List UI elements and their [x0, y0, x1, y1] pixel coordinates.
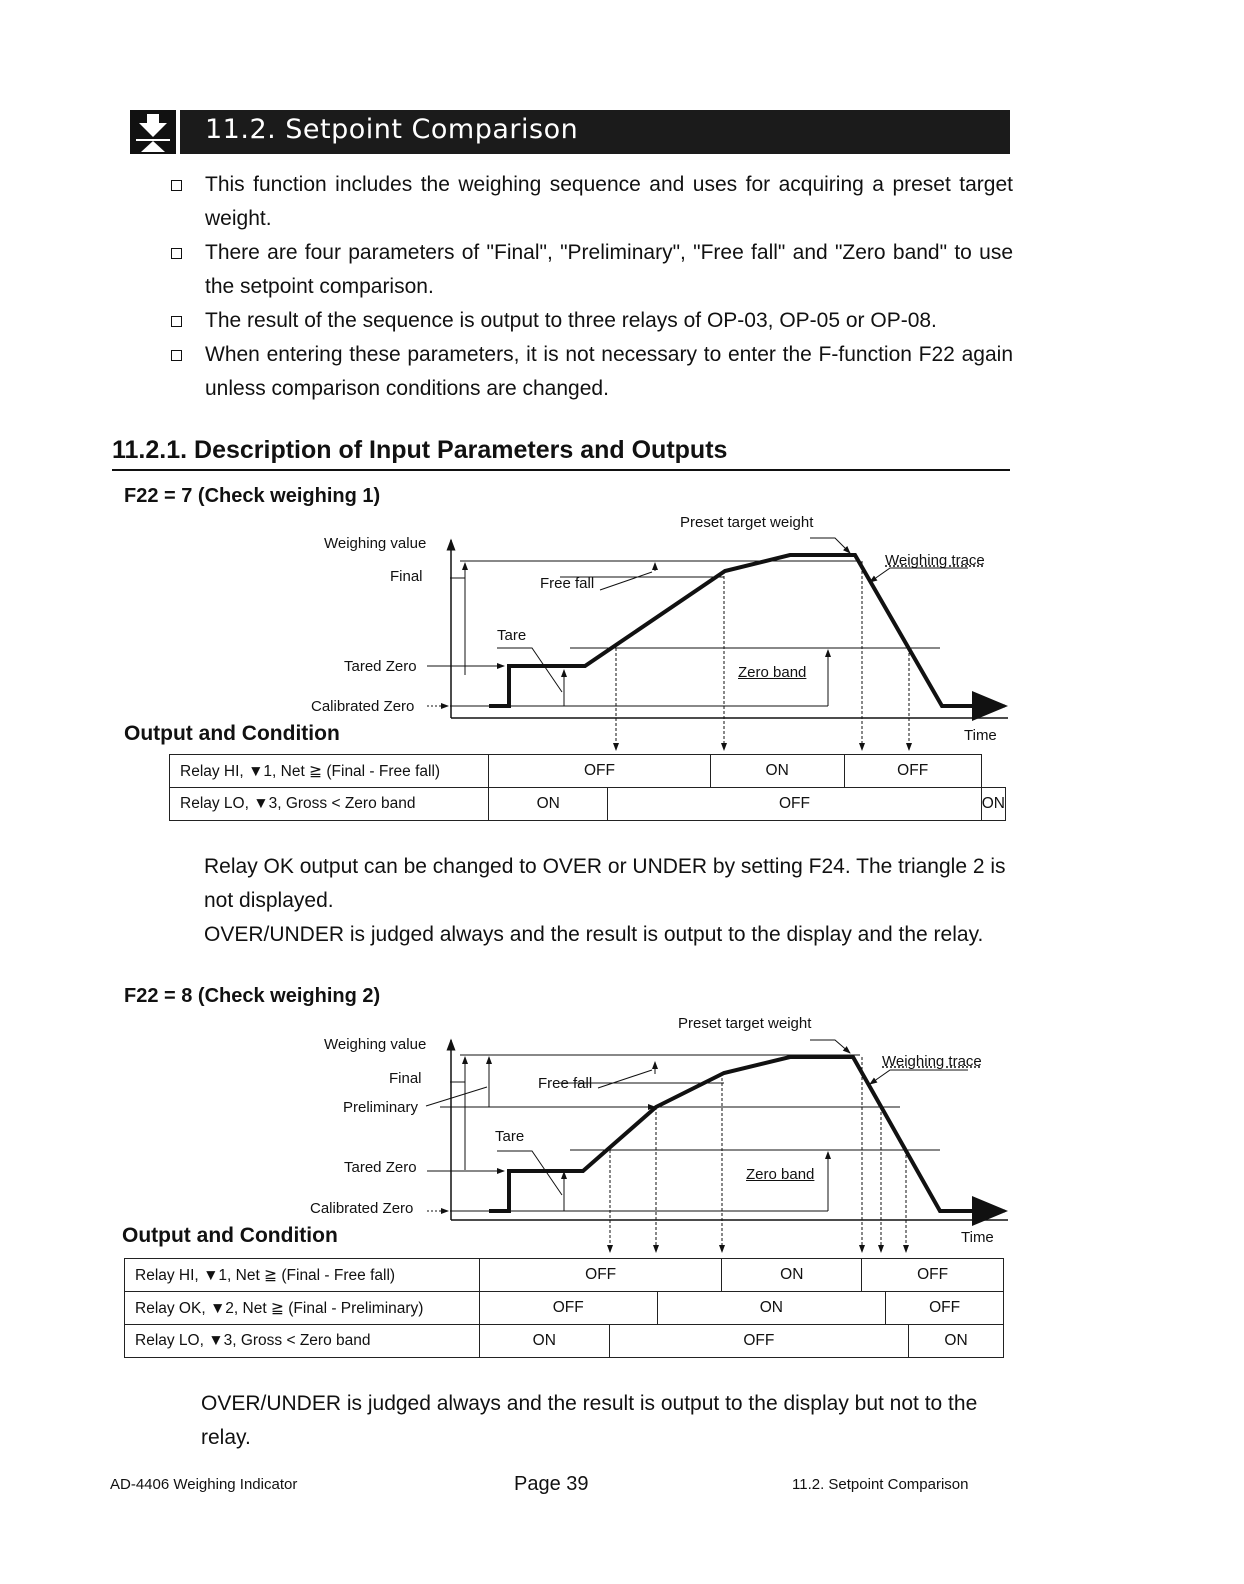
label-zero-band: Zero band [738, 664, 807, 681]
label-weighing-trace: Weighing trace [882, 1053, 982, 1070]
diagram1-subheading: F22 = 7 (Check weighing 1) [124, 485, 381, 507]
relay-state: ON [722, 1259, 862, 1292]
label-time-axis: Time [961, 1229, 994, 1246]
bullet-item: There are four parameters of "Final", "Preliminary", "Free fall" and "Zero band" to use the setpoint comparison. [168, 236, 1013, 304]
relay-condition: Relay LO, ▼3, Gross < Zero band [170, 788, 489, 821]
label-free-fall: Free fall [538, 1075, 593, 1092]
bullet-item: When entering these parameters, it is not necessary to enter the F-function F22 again unless comparison conditions are changed. [168, 338, 1013, 406]
relay-state: OFF [862, 1259, 1004, 1292]
note2-paragraph: OVER/UNDER is judged always and the result is output to the display but not to the relay. [201, 1392, 978, 1449]
label-weighing-value: Weighing value [324, 1036, 427, 1053]
label-time-axis: Time [964, 727, 997, 744]
footer-product-name: AD-4406 Weighing Indicator [110, 1476, 298, 1493]
relay-state: OFF [479, 1292, 657, 1325]
footer-section-name: 11.2. Setpoint Comparison [792, 1476, 969, 1493]
bullet-item: The result of the sequence is output to three relays of OP-03, OP-05 or OP-08. [168, 304, 1013, 338]
relay-condition: Relay HI, ▼1, Net ≧ (Final - Free fall) [125, 1259, 480, 1292]
triangle-down-icon: ▼ [248, 762, 264, 780]
relay-state: OFF [844, 755, 981, 788]
label-weighing-trace: Weighing trace [885, 552, 985, 569]
label-tare: Tare [495, 1128, 525, 1145]
label-final: Final [390, 568, 423, 585]
note1-paragraph: Relay OK output can be changed to OVER or UNDER by setting F24. The triangle 2 is not displayed. OVER/UNDER is judged always and the result is output to the display and the relay. [204, 855, 1006, 946]
triangle-down-icon: ▼ [253, 795, 269, 812]
label-tare: Tare [497, 627, 527, 644]
relay-state: ON [479, 1325, 609, 1358]
page-title: 11.2. Setpoint Comparison [205, 114, 579, 145]
footer-page-number: Page 39 [514, 1473, 589, 1495]
relay-condition: Relay HI, ▼1, Net ≧ (Final - Free fall) [170, 755, 489, 788]
diagram1-output-heading: Output and Condition [124, 722, 340, 745]
table-row [125, 1259, 1004, 1292]
relay-condition: Relay OK, ▼2, Net ≧ (Final - Preliminary) [125, 1292, 480, 1325]
relay-state: OFF [608, 788, 982, 821]
triangle-down-icon: ▼ [209, 1299, 226, 1317]
label-zero-band: Zero band [746, 1166, 815, 1183]
relay-state: OFF [609, 1325, 908, 1358]
label-tared-zero: Tared Zero [344, 1159, 417, 1176]
relay-state: ON [657, 1292, 886, 1325]
triangle-down-icon: ▼ [203, 1266, 219, 1284]
label-calibrated-zero: Calibrated Zero [311, 698, 415, 715]
relay-state: ON [909, 1325, 1004, 1358]
relay-state: ON [981, 788, 1005, 821]
label-tared-zero: Tared Zero [344, 658, 417, 675]
label-weighing-value: Weighing value [324, 535, 427, 552]
bullet-item: This function includes the weighing sequence and uses for acquiring a preset target weight. [168, 168, 1013, 236]
label-free-fall: Free fall [540, 575, 595, 592]
triangle-down-icon: ▼ [208, 1332, 224, 1349]
label-calibrated-zero: Calibrated Zero [310, 1200, 414, 1217]
diagram2-subheading: F22 = 8 (Check weighing 2) [124, 985, 381, 1007]
relay-state: OFF [489, 755, 710, 788]
label-preset-target-weight: Preset target weight [680, 514, 814, 531]
table-row [125, 1325, 1004, 1358]
relay-state: OFF [479, 1259, 722, 1292]
diagram2-relay-table [124, 1258, 1004, 1358]
relay-state: ON [710, 755, 844, 788]
table-row [125, 1292, 1004, 1325]
label-final: Final [389, 1070, 422, 1087]
relay-state: ON [489, 788, 608, 821]
label-preliminary: Preliminary [343, 1099, 419, 1116]
diagram2-output-heading: Output and Condition [122, 1224, 338, 1247]
label-preset-target-weight: Preset target weight [678, 1015, 812, 1032]
section-heading: 11.2.1. Description of Input Parameters and Outputs [112, 436, 728, 464]
relay-state: OFF [886, 1292, 1004, 1325]
relay-condition: Relay LO, ▼3, Gross < Zero band [125, 1325, 480, 1358]
